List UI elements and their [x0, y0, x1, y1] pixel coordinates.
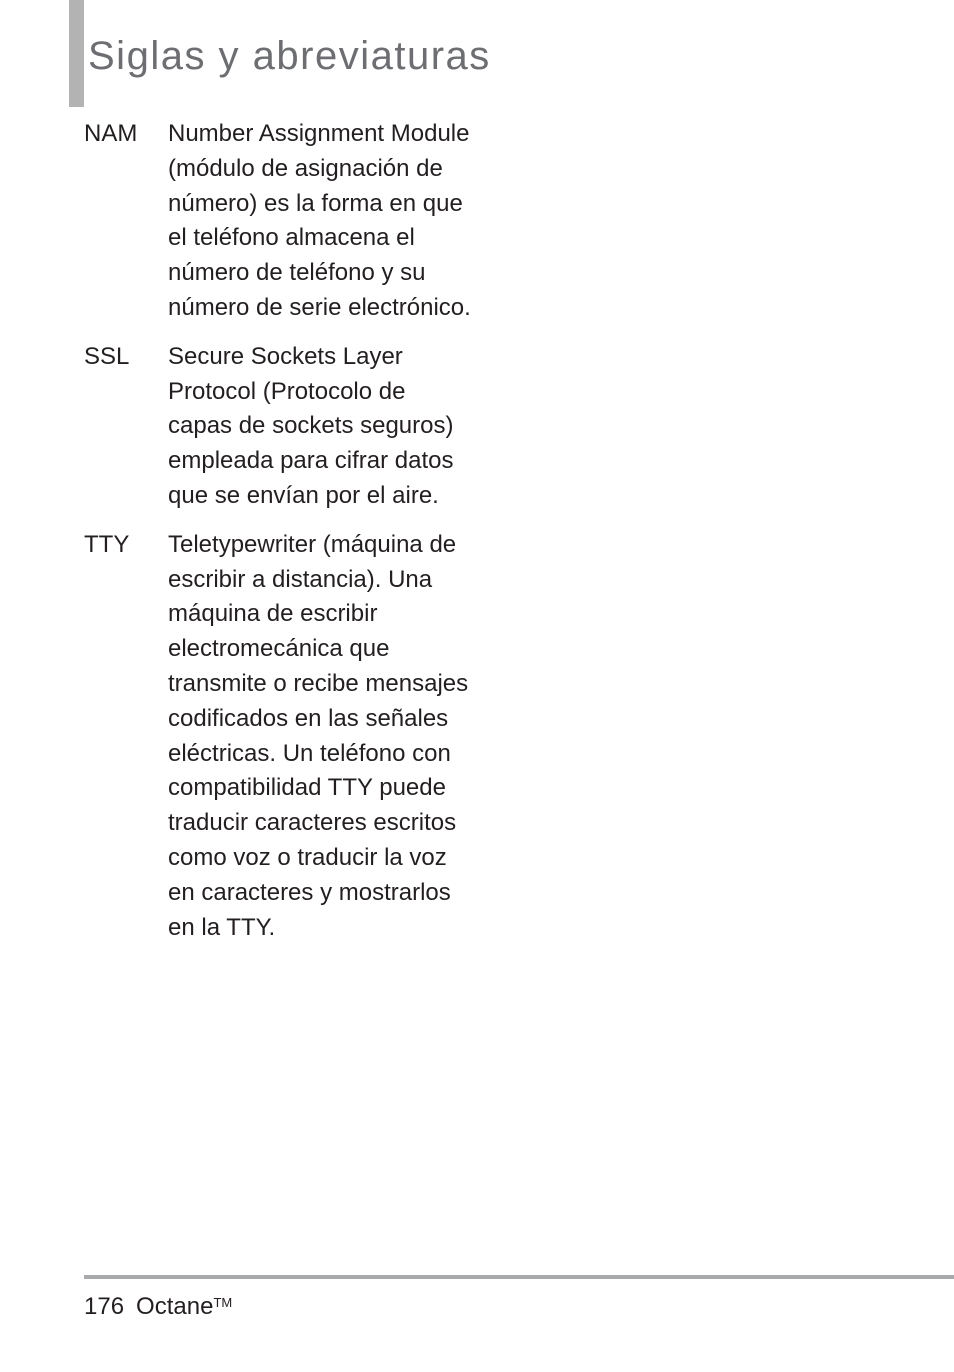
title-accent-bar [69, 0, 84, 107]
glossary-list [84, 117, 474, 959]
glossary-term: SSL [84, 342, 130, 370]
glossary-term: TTY [84, 530, 130, 558]
product-name: Octane [136, 1293, 214, 1320]
glossary-entry-tty [84, 528, 474, 946]
glossary-entry-nam [84, 117, 474, 326]
trademark-mark: TM [213, 1295, 233, 1310]
glossary-term: NAM [84, 120, 138, 147]
page-footer [84, 1290, 232, 1324]
definition-text: Number Assignment Module (módulo de asignación de número) es la forma en que el teléfono almacena el número de teléfono y su número de serie electrónico. [168, 120, 471, 321]
glossary-definition [168, 340, 474, 514]
glossary-definition [168, 528, 474, 946]
footer-divider [84, 1275, 954, 1279]
definition-text: Teletypewriter (máquina de escribir a distancia). Una máquina de escribir electromecánica que transmite o recibe mensajes codificados en las señales eléctricas. Un teléfono con compatibilidad TTY puede traducir caracteres escritos como voz o traducir la voz en caracteres y mostrarlos en la TTY. [168, 530, 469, 941]
page-title: Siglas y abreviaturas [88, 34, 491, 78]
definition-text: Secure Sockets Layer Protocol (Protocolo de capas de sockets seguros) empleada para cifrar datos que se envían por el aire. [168, 342, 454, 509]
page-number: 176 [84, 1293, 125, 1320]
glossary-definition [168, 117, 474, 326]
glossary-entry-ssl [84, 340, 474, 514]
